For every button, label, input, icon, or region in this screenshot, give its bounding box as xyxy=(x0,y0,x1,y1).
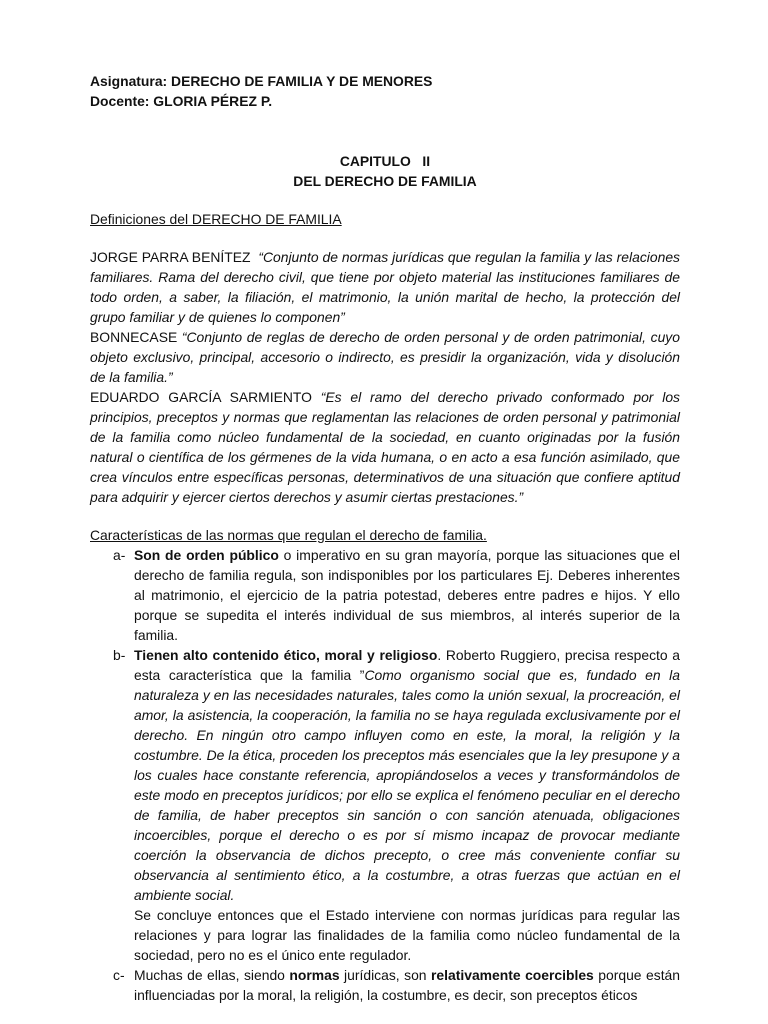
definitions-title: Definiciones del DERECHO DE FAMILIA xyxy=(90,211,342,227)
definition-author: BONNECASE xyxy=(90,329,182,345)
ruggiero-quote: Como organismo social que es, fundado en la naturaleza y en las necesidades naturales, tales como la unión sexual, la procreación, el amor, la asistencia, la cooperación, la familia no se haya regulada exclusivamente por el derecho. En ningún otro campo influyen como en este, la moral, la religión y la costumbre. De la ética, proceden los preceptos más esenciales que la ley presupone y a los cuales hace constante referencia, apropiándoselos a veces y transformándolos de este modo en preceptos jurídicos; por ello se explica el fenómeno peculiar en el derecho de familia, de haber preceptos sin sanción o con sanción atenuada, obligaciones incoercibles, porque el derecho o es por sí mismo incapaz de provocar mediante coerción la observancia de dichos precepto, o cree más conveniente confiar su observancia al sentimiento ético, a la costumbre, a otras fuerzas que actúan en el ambiente social. xyxy=(134,667,680,903)
characteristic-text: jurídicas, son xyxy=(339,967,432,983)
list-marker: c- xyxy=(113,967,125,983)
characteristic-b xyxy=(90,645,680,965)
characteristic-heading: Son de orden público xyxy=(134,547,279,563)
subject-line: Asignatura: DERECHO DE FAMILIA Y DE MENORES xyxy=(90,73,433,89)
characteristics-title: Características de las normas que regulan el derecho de familia. xyxy=(90,527,487,543)
characteristic-conclusion: Se concluye entonces que el Estado interviene con normas jurídicas para regular las relaciones y para lograr las finalidades de la familia como núcleo fundamental de la sociedad, pero no es el único ente regulador. xyxy=(134,907,680,963)
definition-author: JORGE PARRA BENÍTEZ xyxy=(90,249,259,265)
list-marker: b- xyxy=(113,647,126,663)
definition-garcia xyxy=(90,387,680,507)
definitions-list xyxy=(90,247,680,507)
definition-author: EDUARDO GARCÍA SARMIENTO xyxy=(90,389,321,405)
definition-bonnecase xyxy=(90,327,680,387)
characteristic-emphasis: normas xyxy=(289,967,340,983)
characteristic-text: Muchas de ellas, siendo xyxy=(134,967,290,983)
teacher-line: Docente: GLORIA PÉREZ P. xyxy=(90,93,273,109)
characteristic-heading: Tienen alto contenido ético, moral y religioso xyxy=(134,647,438,663)
chapter-title: DEL DERECHO DE FAMILIA xyxy=(293,173,477,189)
characteristic-text: porque están influenciadas por la moral, la religión, la costumbre, es decir, son preceptos éticos xyxy=(134,967,680,1003)
chapter-heading xyxy=(90,151,680,191)
definition-parra xyxy=(90,247,680,327)
characteristic-a xyxy=(90,545,680,645)
definition-quote: “Es el ramo del derecho privado conformado por los principios, preceptos y normas que reglamentan las relaciones de orden personal y patrimonial de la familia como núcleo fundamental de la sociedad, en cuanto originadas por la fusión natural o científica de los gérmenes de la vida humana, o en acto a esa función asimilado, que crea vínculos entre específicas personas, determinativos de una situación que confiere aptitud para adquirir y ejercer ciertos derechos y asumir ciertas prestaciones.” xyxy=(90,389,680,505)
characteristics-list xyxy=(90,545,680,1005)
characteristic-text: o imperativo en su gran mayoría, porque las situaciones que el derecho de familia regula, son indisponibles por los particulares Ej. Deberes inherentes al matrimonio, el ejercicio de la patria potestad, deberes entre padres e hijos. Y ello porque se supedita el interés individual de sus miembros, al interés superior de la familia. xyxy=(134,547,680,643)
list-marker: a- xyxy=(113,547,126,563)
definition-quote: “Conjunto de normas jurídicas que regulan la familia y las relaciones familiares. Rama del derecho civil, que tiene por objeto material las instituciones familiares de todo orden, a saber, la filiación, el matrimonio, la unión marital de hecho, la protección del grupo familiar y de quienes lo componen” xyxy=(90,249,680,325)
chapter-number: CAPITULO II xyxy=(339,153,431,169)
characteristic-emphasis: relativamente coercibles xyxy=(431,967,594,983)
characteristic-c xyxy=(90,965,680,1005)
characteristic-text: . Roberto Ruggiero, precisa respecto a esta característica que la familia ” xyxy=(134,647,680,683)
definition-quote: “Conjunto de reglas de derecho de orden personal y de orden patrimonial, cuyo objeto exclusivo, principal, accesorio o indirecto, es presidir la organización, vida y disolución de la familia.” xyxy=(90,329,680,385)
